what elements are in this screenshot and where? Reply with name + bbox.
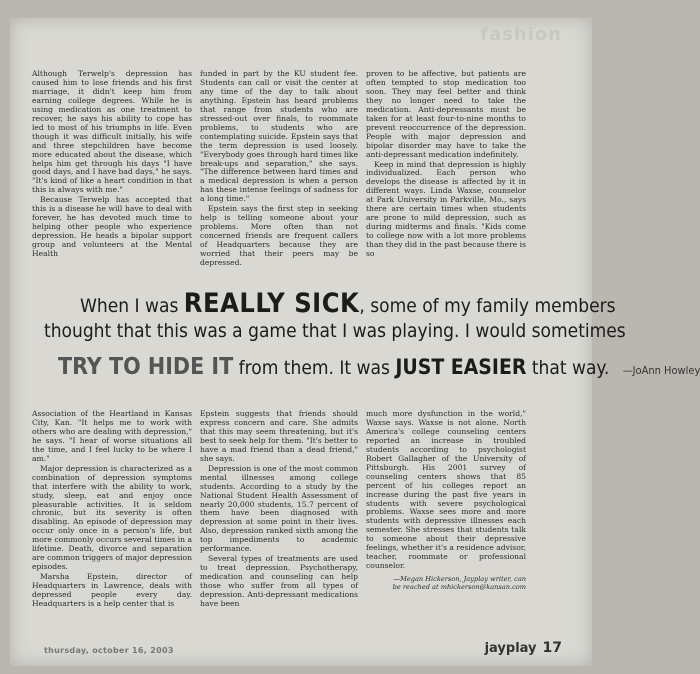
bottom-column-1 — [32, 410, 192, 610]
quote-emphasis: REALLY SICK — [183, 288, 360, 319]
bottom-column-3 — [366, 410, 526, 592]
paragraph: Major depression is characterized as a combination of depression symptoms that interfere with the ability to work, study, sleep, eat and enjoy once pleasurable activities. It is seldom chronic, but its severity is often disabling. An episode of depression may occur only once in a person's life, but more commonly occurs several times in a lifetime. Death, divorce and separation are common triggers of major depression episodes. — [32, 463, 192, 572]
paragraph: Epstein suggests that friends should express concern and care. She admits that this may seem threatening, but it's best to seek help for them. "It's better to have a mad friend than a dead friend," she says. — [200, 409, 358, 463]
paragraph: Depression is one of the most common mental illnesses among college students. According to a study by the National Student Health Assessment of nearly 20,000 students, 15.7 percent of them have been diagnosed with depression at some point in their lives. Also, depression ranked sixth among the top impediments to academic performance. — [200, 463, 358, 554]
pull-quote-line-3 — [58, 354, 700, 380]
quote-text: , some of my family members — [359, 295, 616, 317]
pull-quote-line-2 — [44, 320, 626, 342]
magazine-brand — [485, 640, 562, 656]
quote-text: When I was — [80, 295, 179, 317]
quote-text: from them. It was — [238, 357, 390, 379]
quote-emphasis: TRY TO HIDE IT — [58, 354, 234, 380]
quote-text: thought that this was a game that I was playing. I would sometimes — [44, 320, 626, 342]
paragraph: funded in part by the KU student fee. Students can call or visit the center at any time of the day to talk about anything. Epstein has heard problems that range from students who are stressed-out over finals, to roommate problems, to students who are contemplating suicide. Epstein says that the term depression is used loosely. "Everybody goes through hard times like break-ups and separation," she says. "The difference between hard times and a medical depression is when a person has these intense feelings of sadness for a long time." — [200, 69, 358, 204]
paragraph: Because Terwelp has accepted that this is a disease he will have to deal with forever, he has devoted much time to helping other people who experience depression. He heads a bipolar support group and volunteers at the Mental Health — [32, 195, 192, 259]
issue-date: thursday, october 16, 2003 — [44, 646, 174, 655]
quote-attribution: —JoAnn Howley — [622, 364, 700, 377]
paragraph: much more dysfunction in the world," Waxse says. Waxse is not alone. North America's college counseling centers reported an increase in troubled students according to psychologist Robert Gallagher of the University of Pittsburgh. His 2001 survey of counseling centers shows that 85 percent of his colleges report an increase during the past five years in students with severe psychological problems. Waxse sees more and more students with depressive illnesses each semester. She stresses that students talk to someone about their depressive feelings, whether it's a residence advisor, teacher, roommate or professional counselor. — [366, 409, 526, 571]
paragraph: Several types of treatments are used to treat depression. Psychotherapy, medication and counseling can help those who suffer from all types of depression. Anti-depressant medications have been — [200, 554, 358, 609]
top-column-2 — [200, 70, 358, 269]
paragraph: Epstein says the first step in seeking help is telling someone about your problems. More often than not concerned friends are frequent callers of Headquarters because they are worried that their peers may be depressed. — [200, 204, 358, 268]
author-byline — [366, 576, 526, 592]
paragraph: Keep in mind that depression is highly individualized. Each person who develops the disease is affected by it in different ways. Linda Waxse, counselor at Park University in Parkville, Mo., says there are certain times when students are prone to mild depression, such as during midterms and finals. "Kids come to college now with a lot more problems than they did in the past because there is so — [366, 159, 526, 259]
section-header: fashion — [480, 24, 562, 45]
paragraph: proven to be affective, but patients are often tempted to stop medication too soon. They may feel better and think they no longer need to take the medication. Anti-depressants must be taken for at least four-to-nine months to prevent reoccurrence of the depression. People with major depression and bipolar disorder may have to take the anti-depressant medication indefinitely. — [366, 69, 526, 159]
quote-text: that way. — [531, 357, 610, 379]
byline-line: —Megan Hickerson, Jayplay writer, can — [393, 575, 526, 584]
page-number: 17 — [542, 640, 562, 656]
paragraph: Association of the Heartland in Kansas City, Kan. "It helps me to work with others who are dealing with depression," he says. "I hear of worse situations all the time, and I feel lucky to be where I am." — [32, 409, 192, 463]
paragraph: Marsha Epstein, director of Headquarters in Lawrence, deals with depressed people every day. Headquarters is a help center that is — [32, 572, 192, 609]
byline-line: be reached at mhickerson@kansan.com — [392, 582, 526, 591]
top-column-3 — [366, 70, 526, 260]
quote-emphasis: JUST EASIER — [395, 355, 527, 379]
pull-quote-line-1 — [80, 288, 616, 319]
magazine-page — [10, 18, 700, 666]
top-column-1 — [32, 70, 192, 260]
paragraph: Although Terwelp's depression has caused him to lose friends and his first marriage, it didn't keep him from earning college degrees. While he is using medication as one treatment to recover, he says his ability to cope has led to most of his triumphs in life. Even though it was difficult initially, his wife and three stepchildren have become more educated about the disease, which helps him get through his days "I have good days, and I have bad days," he says. "It's kind of like a heart condition in that this is always with me." — [32, 69, 192, 195]
page-footer — [10, 640, 592, 664]
brand-name: jayplay — [484, 641, 537, 656]
bottom-column-2 — [200, 410, 358, 610]
